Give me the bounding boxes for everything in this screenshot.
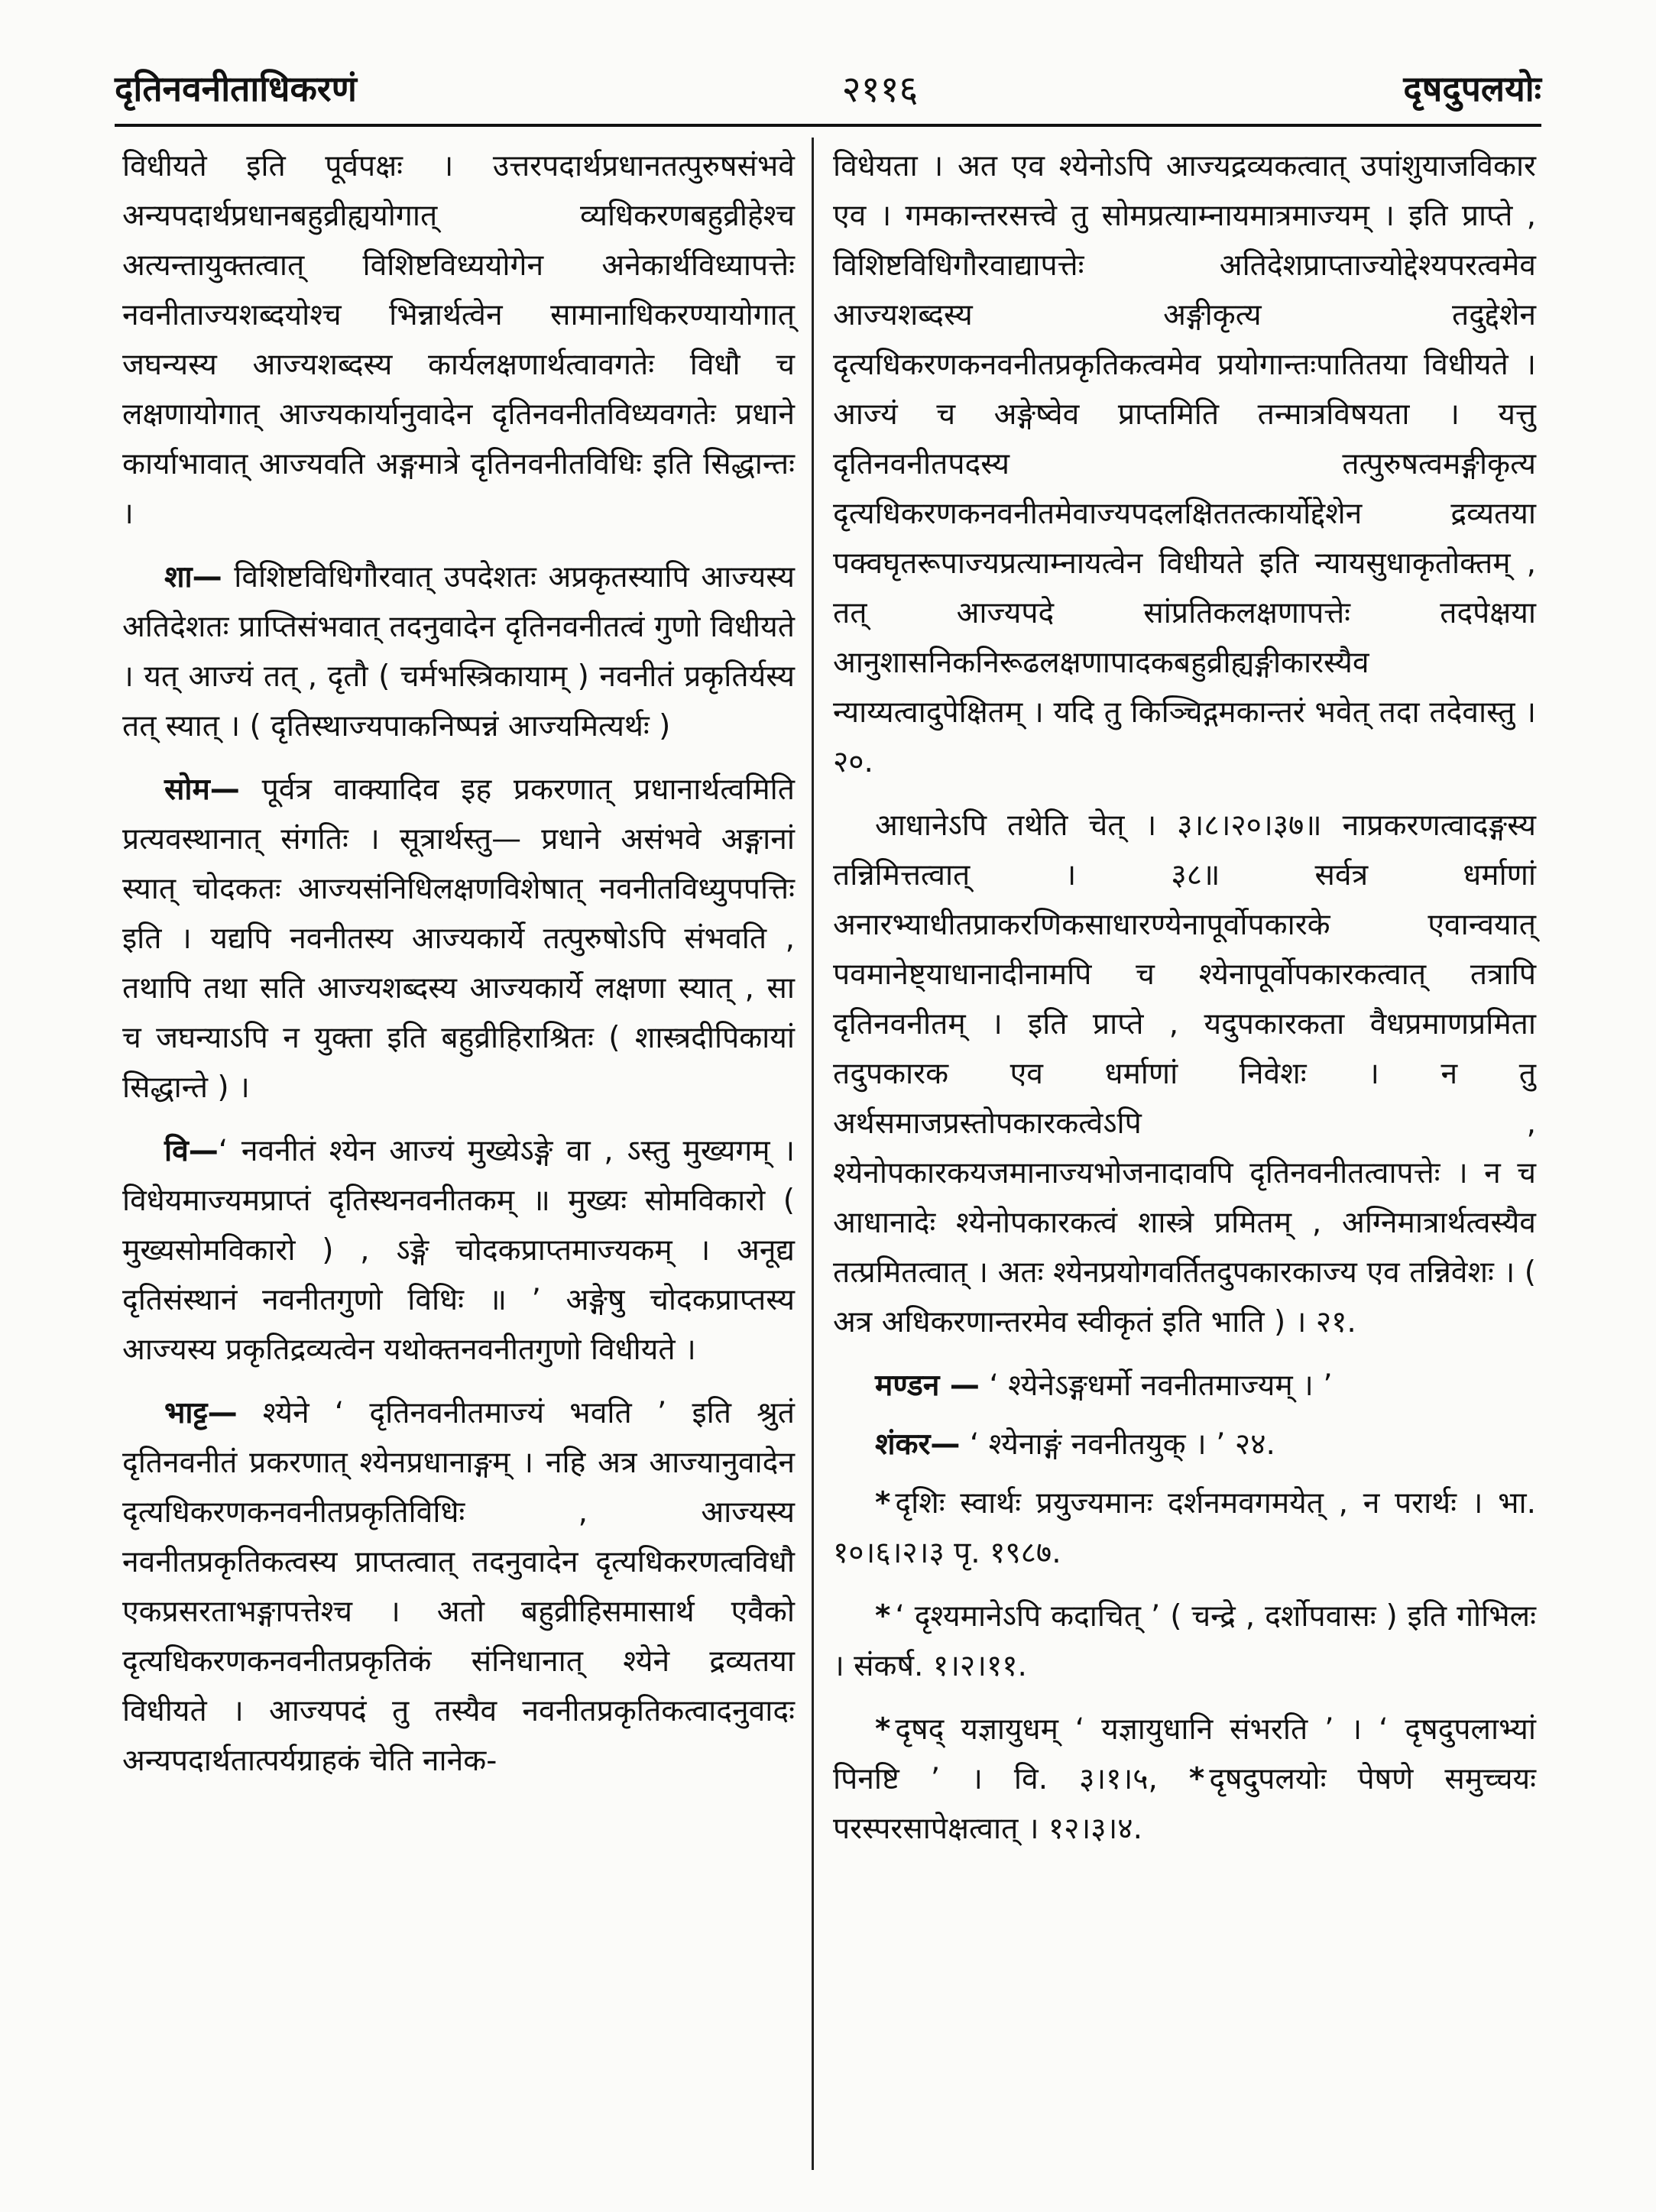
footnote-1-text: दृशिः स्वार्थः प्रयुज्यमानः दर्शनमवगमयेत् , न परार्थः । भा. १०।६।२।३ पृ. १९८७. [833, 1486, 1536, 1570]
right-column [833, 141, 1536, 1867]
footnote-1 [833, 1478, 1536, 1578]
footnote-2 [833, 1592, 1536, 1691]
mandana-text: ‘ श्येनेऽङ्गधर्मो नवनीतमाज्यम् । ’ [989, 1368, 1333, 1403]
header-left-title: दृतिनवनीताधिकरणं [115, 68, 357, 109]
right-paragraph-1: विधेयता । अत एव श्येनोऽपि आज्यद्रव्यकत्वात् उपांशुयाजविकार एव । गमकान्तरसत्त्वे तु सोमप्रत्याम्नायमात्रमाज्यम् । इति प्राप्ते , विशिष्टविधिगौरवाद्यापत्तेः अतिदेशप्राप्ताज्योद्देश्यपरत्वमेव आज्यशब्दस्य अङ्गीकृत्य तदुद्देशेन दृत्यधिकरणकनवनीतप्रकृतिकत्वमेव प्रयोगान्तःपातितया विधीयते । आज्यं च अङ्गेष्वेव प्राप्तमिति तन्मात्रविषयता । यत्तु दृतिनवनीतपदस्य तत्पुरुषत्वमङ्गीकृत्य दृत्यधिकरणकनवनीतमेवाज्यपदलक्षिततत्कार्योद्देशेन द्रव्यतया पक्वघृतरूपाज्यप्रत्याम्नायत्वेन विधीयते इति न्यायसुधाकृतोक्तम् , तत् आज्यपदे सांप्रतिकलक्षणापत्तेः तदपेक्षया आनुशासनिकनिरूढलक्षणापादकबहुव्रीह्यङ्गीकारस्यैव न्याय्यत्वादुपेक्षितम् । यदि तु किञ्चिद्गमकान्तरं भवेत् तदा तदेवास्तु । २०. [833, 149, 1536, 779]
mandana-label: मण्डन — [875, 1368, 980, 1403]
column-divider [812, 138, 814, 2170]
footnote-3-text: दृषद् यज्ञायुधम् ‘ यज्ञायुधानि संभरति ’ । ‘ दृषदुपलाभ्यां पिनष्टि ’ । वि. ३।१।५, [833, 1712, 1536, 1796]
left-paragraph-1: विधीयते इति पूर्वपक्षः । उत्तरपदार्थप्रधानतत्पुरुषसंभवे अन्यपदार्थप्रधानबहुव्रीह्ययोगात् व्यधिकरणबहुव्रीहेश्च अत्यन्तायुक्तत्वात् विशिष्टविध्ययोगेन अनेकार्थविध्यापत्तेः नवनीताज्यशब्दयोश्च भिन्नार्थत्वेन सामानाधिकरण्यायोगात् जघन्यस्य आज्यशब्दस्य कार्यलक्षणार्थत्वावगतेः विधौ च लक्षणायोगात् आज्यकार्यानुवादेन दृतिनवनीतविध्यवगतेः प्रधाने कार्याभावात् आज्यवति अङ्गमात्रे दृतिनवनीतविधिः इति सिद्धान्तः । [122, 149, 795, 531]
left-column [122, 141, 795, 1799]
star-icon: * [1188, 1762, 1205, 1796]
page-number: २११६ [841, 67, 919, 111]
left-paragraph-5 [122, 1388, 795, 1786]
star-icon: * [875, 1712, 891, 1747]
left-paragraph-2-text: विशिष्टविधिगौरवात् उपदेशतः अप्रकृतस्यापि आज्यस्य अतिदेशतः प्राप्तिसंभवात् तदनुवादेन दृतिनवनीतत्वं गुणो विधीयते । यत् आज्यं तत् , दृतौ ( चर्मभस्त्रिकायाम् ) नवनीतं प्रकृतिर्यस्य तत् स्यात् । ( दृतिस्थाज्यपाकनिष्पन्नं आज्यमित्यर्थः ) [122, 560, 795, 743]
left-paragraph-3-text: पूर्वत्र वाक्यादिव इह प्रकरणात् प्रधानार्थत्वमिति प्रत्यवस्थानात् संगतिः । सूत्रार्थस्तु— प्रधाने असंभवे अङ्गानां स्यात् चोदकतः आज्यसंनिधिलक्षणविशेषात् नवनीतविध्युपपत्तिः इति । यद्यपि नवनीतस्य आज्यकार्ये तत्पुरुषोऽपि संभवति , तथापि तथा सति आज्यशब्दस्य आज्यकार्ये लक्षणा स्यात् , सा च जघन्याऽपि न युक्ता इति बहुव्रीहिराश्रितः ( शास्त्रदीपिकायां सिद्धान्ते ) । [122, 772, 796, 1105]
header-rule [115, 124, 1541, 127]
right-paragraph-2: आधानेऽपि तथेति चेत् । ३।८।२०।३७॥ नाप्रकरणत्वादङ्गस्य तन्निमित्तत्वात् । ३८॥ सर्वत्र धर्माणां अनारभ्याधीतप्राकरणिकसाधारण्येनापूर्वोपकारके एवान्वयात् पवमानेष्ट्याधानादीनामपि च श्येनापूर्वोपकारकत्वात् तत्रापि दृतिनवनीतम् । इति प्राप्ते , यदुपकारकता वैधप्रमाणप्रमिता तदुपकारक एव धर्माणां निवेशः । न तु अर्थसमाजप्रस्तोपकारकत्वेऽपि , श्येनोपकारकयजमानाज्यभोजनादावपि दृतिनवनीतत्वापत्तेः । न च आधानादेः श्येनोपकारकत्वं शास्त्रे प्रमितम् , अग्निमात्रार्थत्वस्यैव तत्प्रमितत्वात् । अतः श्येनप्रयोगवर्तितदुपकारकाज्य एव तन्निवेशः । ( अत्र अधिकरणान्तरमेव स्वीकृतं इति भाति ) । २१. [833, 808, 1536, 1339]
footnote-2-text: ‘ दृश्यमानेऽपि कदाचित् ’ ( चन्द्रे , दर्शोपवासः ) इति गोभिलः । संकर्ष. १।२।११. [833, 1599, 1536, 1683]
page-header [115, 61, 1541, 115]
section-label-sha: शा— [164, 560, 222, 594]
footnote-3 [833, 1705, 1536, 1854]
section-label-soma: सोम— [164, 772, 240, 807]
footnote-3b-text: दृषदुपलयोः पेषणे समुच्चयः परस्परसापेक्षत्वात् । १२।३।४. [833, 1762, 1536, 1846]
left-paragraph-2 [122, 552, 795, 751]
star-icon: * [875, 1486, 891, 1521]
header-right-title: दृषदुपलयोः [1403, 68, 1541, 109]
shankara-label: शंकर— [875, 1427, 961, 1462]
left-paragraph-5-text: श्येने ‘ दृतिनवनीतमाज्यं भवति ’ इति श्रुतं दृतिनवनीतं प्रकरणात् श्येनप्रधानाङ्गम् । नहि अत्र आज्यानुवादेन दृत्यधिकरणकनवनीतप्रकृतिविधिः , आज्यस्य नवनीतप्रकृतिकत्वस्य प्राप्तत्वात् तदनुवादेन दृत्यधिकरणत्वविधौ एकप्रसरताभङ्गापत्तेश्च । अतो बहुव्रीहिसमासार्थ एवैको दृत्यधिकरणकनवनीतप्रकृतिकं संनिधानात् श्येने द्रव्यतया विधीयते । आज्यपदं तु तस्यैव नवनीतप्रकृतिकत्वादनुवादः अन्यपदार्थतात्पर्यग्राहकं चेति नानेक- [122, 1396, 795, 1778]
star-icon: * [875, 1599, 891, 1634]
shankara-text: ‘ श्येनाङ्गं नवनीतयुक् । ’ २४. [969, 1427, 1275, 1462]
mandana-quote [833, 1361, 1536, 1410]
left-paragraph-3 [122, 765, 795, 1112]
section-label-bhatta: भाट्ट— [164, 1396, 238, 1430]
left-paragraph-4-text: ‘ नवनीतं श्येन आज्यं मुख्येऽङ्गे वा , ऽस्तु मुख्यगम् । विधेयमाज्यमप्राप्तं दृतिस्थनवनीतकम् ॥ मुख्यः सोमविकारो ( मुख्यसोमविकारो ) , ऽङ्गे चोदकप्राप्तमाज्यकम् । अनूद्य दृतिसंस्थानं नवनीतगुणो विधिः ॥ ’ अङ्गेषु चोदकप्राप्तस्य आज्यस्य प्रकृतिद्रव्यत्वेन यथोक्तनवनीतगुणो विधीयते । [122, 1134, 795, 1367]
left-paragraph-4 [122, 1126, 795, 1375]
section-label-vi: वि— [164, 1134, 219, 1168]
shankara-quote [833, 1420, 1536, 1469]
